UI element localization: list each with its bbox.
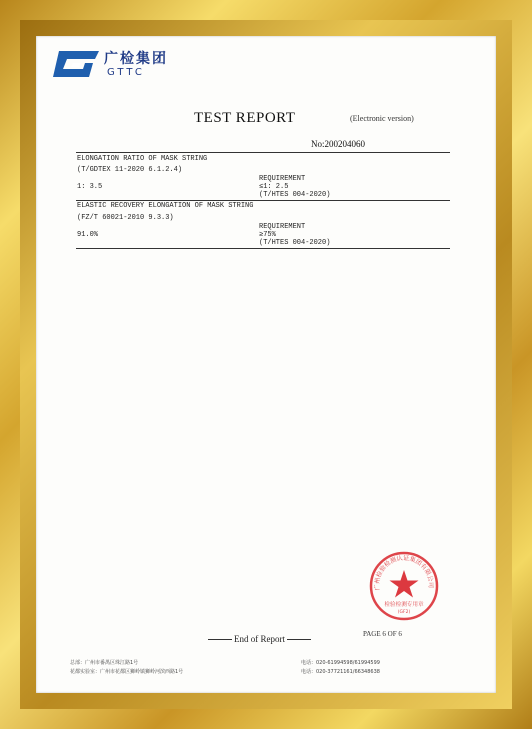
footer-hq-phone: 电话：020-61994598/61994599 (301, 660, 380, 666)
requirement-label: REQUIREMENT (259, 175, 306, 183)
requirement-value: ≥75% (259, 231, 276, 239)
test-standard: (FZ/T 60021-2010 9.3.3) (77, 214, 174, 222)
report-title: TEST REPORT (194, 110, 296, 126)
svg-text:检验检测专用章: 检验检测专用章 (384, 602, 424, 608)
footer-hq-address: 总部：广州市番禺区珠江路1号 (70, 660, 139, 666)
report-version: (Electronic version) (350, 114, 414, 123)
test-result: 1: 3.5 (77, 183, 103, 191)
brand-name-en: GTTC (107, 67, 145, 78)
footer-branch-address: 花都实验室：广州市花都区狮岭镇狮岭河滨西路1号 (70, 669, 184, 675)
test-name: ELONGATION RATIO OF MASK STRING (77, 155, 208, 163)
requirement-label: REQUIREMENT (259, 223, 306, 231)
requirement-standard: (T/HTES 004-2020) (259, 191, 331, 199)
table-bottom-rule (76, 248, 450, 249)
test-standard: (T/GDTEX 11-2020 6.1.2.4) (77, 166, 183, 174)
end-of-report-label: End of Report (234, 634, 285, 644)
requirement-value: ≤1: 2.5 (259, 183, 289, 191)
page-number: PAGE 6 OF 6 (363, 630, 402, 638)
footer-branch-phone: 电话：020-37721161/66348638 (301, 669, 380, 675)
table-top-rule (76, 152, 450, 153)
gttc-logo-icon (53, 49, 101, 79)
table-mid-rule (76, 200, 450, 201)
brand-name-cn: 广检集团 (104, 51, 168, 67)
requirement-standard: (T/HTES 004-2020) (259, 239, 331, 247)
report-page (36, 36, 496, 693)
report-number: No:200204060 (311, 139, 365, 149)
test-result: 91.0% (77, 231, 99, 239)
official-seal-icon (368, 550, 440, 622)
end-of-report (206, 634, 313, 644)
svg-text:(GF2): (GF2) (397, 610, 411, 615)
test-name: ELASTIC RECOVERY ELONGATION OF MASK STRING (77, 202, 254, 210)
svg-text:广州检验检测认证集团有限公司: 广州检验检测认证集团有限公司 (373, 554, 435, 591)
